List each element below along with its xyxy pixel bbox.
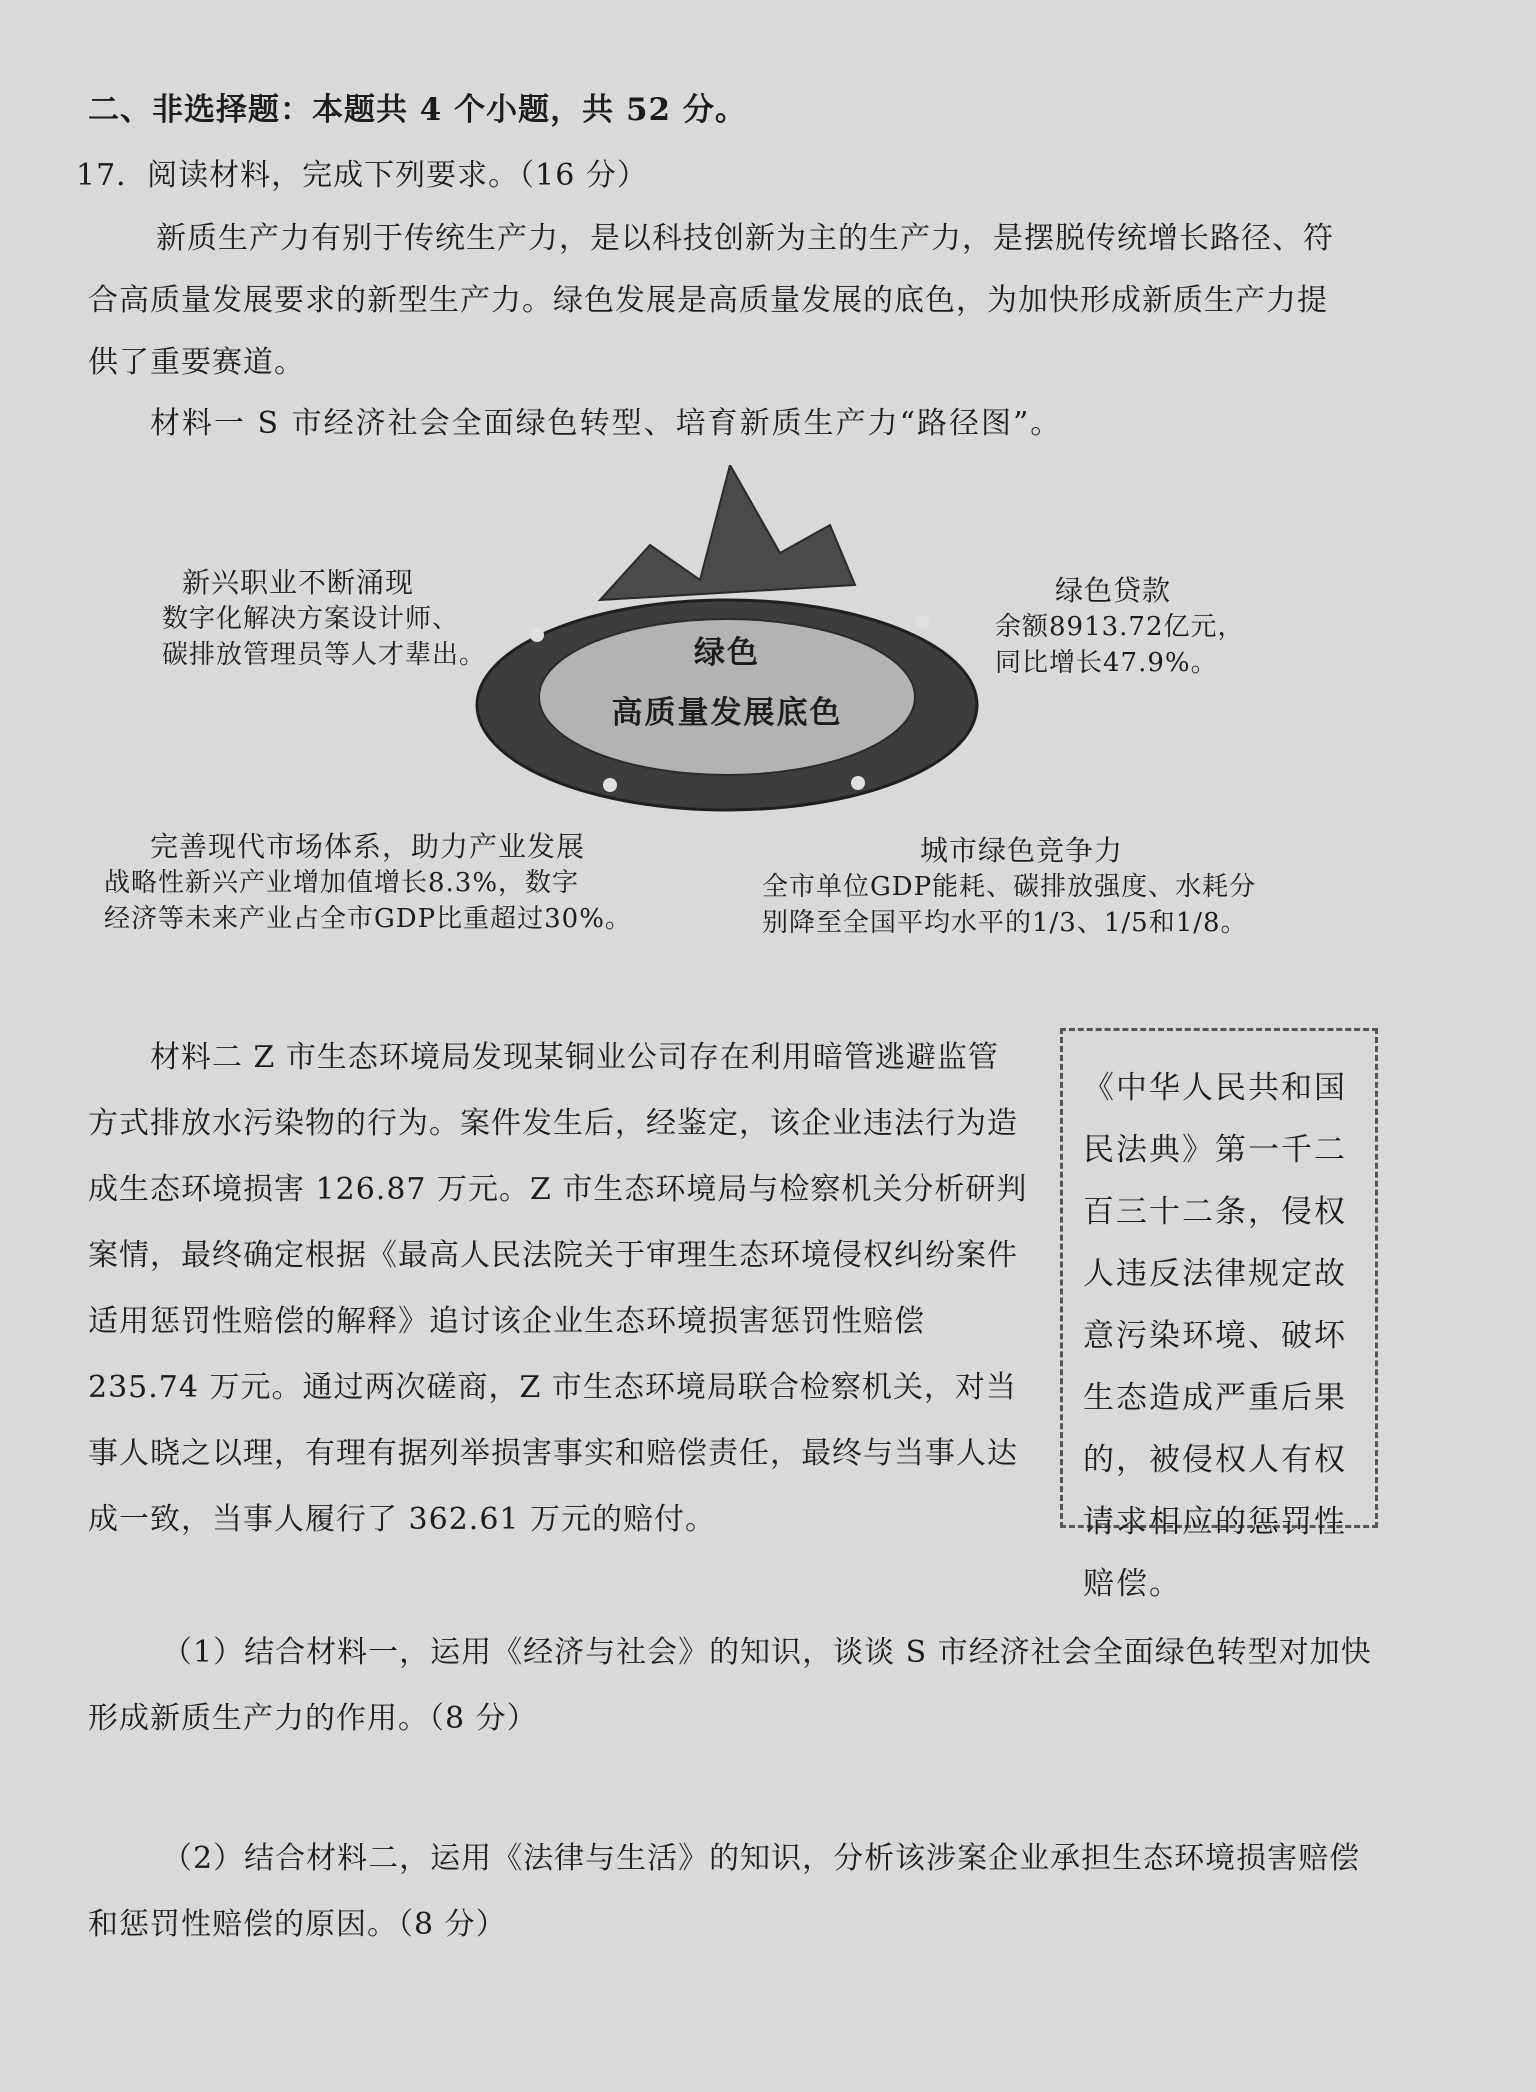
center-label-line2: 高质量发展底色: [611, 695, 843, 731]
sub-question-1: （1）结合材料一，运用《经济与社会》的知识，谈谈 S 市经济社会全面绿色转型对加快形成新质生产力的作用。（8 分）: [88, 1635, 1372, 1736]
note-market-system: [104, 829, 632, 937]
sub-question-2: （2）结合材料二，运用《法律与生活》的知识，分析该涉案企业承担生态环境损害赔偿和惩罚性赔偿的原因。（8 分）: [88, 1841, 1361, 1942]
note-new-jobs-heading: 新兴职业不断涌现: [182, 566, 415, 599]
ring-dot: [603, 778, 617, 792]
note-market-system-heading: 完善现代市场体系，助力产业发展: [150, 830, 586, 863]
note-green-loans-line1: 余额8913.72亿元，: [995, 612, 1245, 642]
civil-code-box: 《中华人民共和国民法典》第一千二百三十二条，侵权人违反法律规定故意污染环境、破坏生态造成严重后果的，被侵权人有权请求相应的惩罚性赔偿。: [1060, 1028, 1378, 1528]
note-market-system-line1: 战略性新兴产业增加值增长8.3%，数字: [104, 868, 580, 898]
section-title: 二、非选择题：本题共 4 个小题，共 52 分。: [88, 92, 747, 128]
center-label-line1: 绿色: [694, 635, 760, 671]
note-green-loans-line2: 同比增长47.9%。: [995, 648, 1218, 678]
question-intro: 新质生产力有别于传统生产力，是以科技创新为主的生产力，是摆脱传统增长路径、符合高质量发展要求的新型生产力。绿色发展是高质量发展的底色，为加快形成新质生产力提供了重要赛道。: [88, 221, 1334, 380]
note-green-loans: [995, 573, 1245, 681]
note-new-jobs: [162, 565, 486, 673]
path-diagram: [90, 465, 1400, 945]
note-green-loans-heading: 绿色贷款: [1055, 574, 1172, 607]
note-green-competitiveness-heading: 城市绿色竞争力: [920, 834, 1124, 867]
note-green-competitiveness-line1: 全市单位GDP能耗、碳排放强度、水耗分: [762, 872, 1257, 902]
material1-title: 材料一 S 市经济社会全面绿色转型、培育新质生产力“路径图”。: [150, 406, 1063, 441]
note-market-system-line2: 经济等未来产业占全市GDP比重超过30%。: [104, 904, 632, 934]
mountain-peaks: [600, 465, 855, 600]
note-green-competitiveness-line2: 别降至全国平均水平的1/3、1/5和1/8。: [762, 908, 1248, 938]
ring-dot: [851, 776, 865, 790]
note-new-jobs-line1: 数字化解决方案设计师、: [162, 604, 460, 634]
question-title: 17．阅读材料，完成下列要求。（16 分）: [76, 158, 648, 193]
material2-text: 材料二 Z 市生态环境局发现某铜业公司存在利用暗管逃避监管方式排放水污染物的行为。案件发生后，经鉴定，该企业违法行为造成生态环境损害 126.87 万元。Z 市生态环境局与检察机关分析研判案情，最终确定根据《最高人民法院关于审理生态环境侵权纠纷案件适用惩罚性赔偿的解释》追讨该企业生态环境损害惩罚性赔偿 235.74 万元。通过两次磋商，Z 市生态环境局联合检察机关，对当事人晓之以理，有理有据列举损害事实和赔偿责任，最终与当事人达成一致，当事人履行了 362.61 万元的赔付。: [88, 1040, 1028, 1537]
note-new-jobs-line2: 碳排放管理员等人才辈出。: [162, 640, 487, 670]
ring-dot: [530, 628, 544, 642]
ring-dot: [916, 615, 930, 629]
note-green-competitiveness: [762, 833, 1256, 941]
